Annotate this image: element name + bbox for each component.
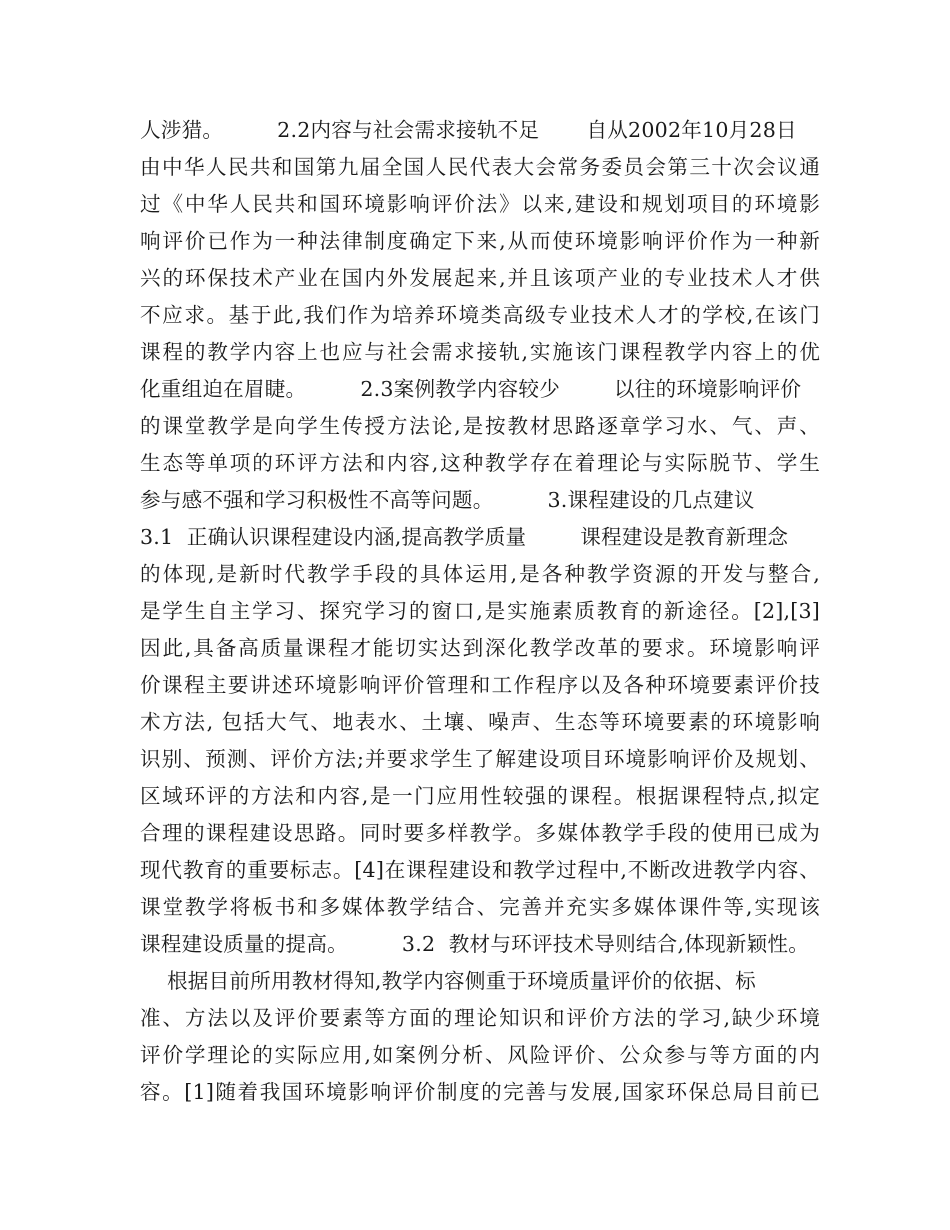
- text-line: 化重组迫在眉睫。 2.3案例教学内容较少 以往的环境影响评价: [140, 377, 802, 401]
- text-line: 的课堂教学是向学生传授方法论,是按教材思路逐章学习水、气、声、: [140, 414, 820, 438]
- text-line: 课堂教学将板书和多媒体教学结合、完善并充实多媒体课件等,实现该: [140, 895, 820, 919]
- text-line: 的体现,是新时代教学手段的具体运用,是各种教学资源的开发与整合,: [140, 562, 820, 586]
- text-line: 合理的课程建设思路。同时要多样教学。多媒体教学手段的使用已成为: [140, 821, 820, 845]
- text-line: 参与感不强和学习积极性不高等问题。 3.课程建设的几点建议: [140, 488, 755, 512]
- text-line: 是学生自主学习、探究学习的窗口,是实施素质教育的新途径。[2],[3]: [140, 599, 820, 623]
- text-line: 准、方法以及评价要素等方面的理论知识和评价方法的学习,缺少环境: [140, 1006, 820, 1030]
- text-line: 根据目前所用教材得知,教学内容侧重于环境质量评价的依据、标: [140, 969, 756, 993]
- text-line: 课程建设质量的提高。 3.2 教材与环评技术导则结合,体现新颖性。: [140, 932, 809, 956]
- text-line: 3.1 正确认识课程建设内涵,提高教学质量 课程建设是教育新理念: [140, 525, 789, 549]
- text-line: 容。[1]随着我国环境影响评价制度的完善与发展,国家环保总局目前已: [140, 1080, 820, 1104]
- text-line: 由中华人民共和国第九届全国人民代表大会常务委员会第三十次会议通: [140, 155, 820, 179]
- text-line: 价课程主要讲述环境影响评价管理和工作程序以及各种环境要素评价技: [140, 673, 820, 697]
- body-text: [140, 112, 820, 1111]
- text-line: 课程的教学内容上也应与社会需求接轨,实施该门课程教学内容上的优: [140, 340, 820, 364]
- text-line: 生态等单项的环评方法和内容,这种教学存在着理论与实际脱节、学生: [140, 451, 820, 475]
- text-line: 响评价已作为一种法律制度确定下来,从而使环境影响评价作为一种新: [140, 229, 820, 253]
- text-line: 术方法, 包括大气、地表水、土壤、噪声、生态等环境要素的环境影响: [140, 710, 820, 734]
- text-line: 人涉猎。 2.2内容与社会需求接轨不足 自从2002年10月28日: [140, 118, 797, 142]
- text-line: 识别、预测、评价方法;并要求学生了解建设项目环境影响评价及规划、: [140, 747, 820, 771]
- text-line: 评价学理论的实际应用,如案例分析、风险评价、公众参与等方面的内: [140, 1043, 820, 1067]
- text-line: 不应求。基于此,我们作为培养环境类高级专业技术人才的学校,在该门: [140, 303, 820, 327]
- text-line: 区域环评的方法和内容,是一门应用性较强的课程。根据课程特点,拟定: [140, 784, 820, 808]
- text-line: 因此,具备高质量课程才能切实达到深化教学改革的要求。环境影响评: [140, 636, 820, 660]
- text-line: 过《中华人民共和国环境影响评价法》以来,建设和规划项目的环境影: [140, 192, 820, 216]
- text-line: 兴的环保技术产业在国内外发展起来,并且该项产业的专业技术人才供: [140, 266, 820, 290]
- text-line: 现代教育的重要标志。[4]在课程建设和教学过程中,不断改进教学内容、: [140, 858, 820, 882]
